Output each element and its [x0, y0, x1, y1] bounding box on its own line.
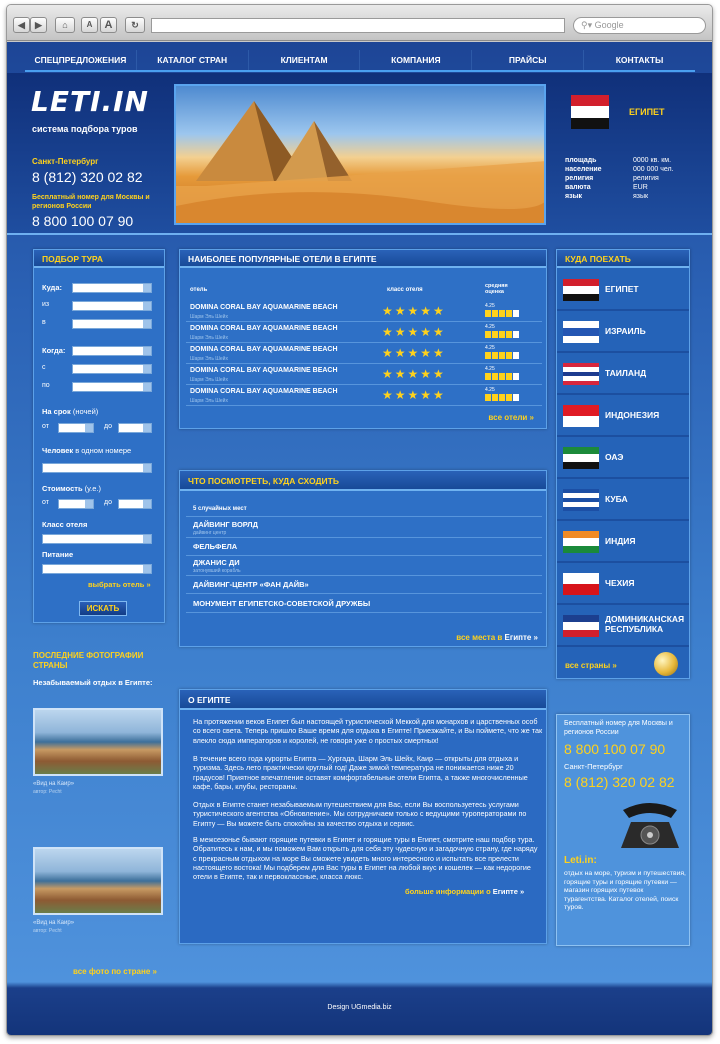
forward-button[interactable]: ▶ — [30, 17, 47, 33]
hotel-rating: 4.25 — [485, 324, 495, 330]
hotel-rating: 4.25 — [485, 303, 495, 309]
hero-image-pyramids — [174, 84, 546, 225]
fact-value: язык — [633, 193, 649, 200]
destination-item[interactable] — [557, 396, 689, 437]
cost-to-select[interactable] — [118, 499, 152, 509]
site-logo[interactable]: LETI.IN — [31, 85, 149, 118]
header-free-phone: 8 800 100 07 90 — [32, 213, 134, 229]
top-nav — [25, 50, 695, 72]
home-button[interactable]: ⌂ — [55, 17, 75, 33]
rating-bar — [485, 394, 519, 401]
nav-item-clients[interactable]: КЛИЕНТАМ — [249, 50, 361, 70]
nav-item-specials[interactable]: СПЕЦПРЕДЛОЖЕНИЯ — [25, 50, 137, 70]
hotel-row[interactable] — [186, 302, 542, 322]
nav-item-catalog[interactable]: КАТАЛОГ СТРАН — [137, 50, 249, 70]
date-from-label: с — [42, 364, 46, 371]
country-fact-row — [565, 166, 695, 175]
flag-icon — [563, 405, 599, 427]
cost-label: Стоимость (у.е.) — [42, 484, 102, 493]
when-label: Когда: — [42, 346, 66, 355]
hotel-city: Шарм Эль Шейх — [190, 356, 228, 362]
term-to-label: до — [104, 423, 112, 430]
meal-select[interactable] — [42, 564, 152, 574]
cost-to-label: до — [104, 499, 112, 506]
destination-item[interactable] — [557, 438, 689, 479]
all-photos-link[interactable]: все фото по стране » — [73, 967, 157, 976]
hotel-stars: ★★★★★ — [382, 346, 446, 360]
header-free-label: Бесплатный номер для Москвы и регионов России — [32, 194, 150, 210]
place-item[interactable] — [186, 537, 542, 556]
hotel-city: Шарм Эль Шейх — [190, 335, 228, 341]
photo-cairo-2[interactable] — [33, 847, 163, 915]
fact-value: 0000 кв. км. — [633, 157, 672, 164]
flag-icon — [563, 447, 599, 469]
country-title: ЕГИПЕТ — [629, 107, 665, 117]
place-item[interactable] — [186, 594, 542, 613]
flag-icon — [563, 573, 599, 595]
hotel-name[interactable]: DOMINA CORAL BAY AQUAMARINE BEACH — [190, 304, 338, 311]
destination-label[interactable]: ИНДОНЕЗИЯ — [605, 410, 660, 420]
nav-item-prices[interactable]: ПРАЙСЫ — [472, 50, 584, 70]
destination-label[interactable]: ДОМИНИКАНСКАЯ РЕСПУБЛИКА — [605, 614, 685, 634]
hotel-name[interactable]: DOMINA CORAL BAY AQUAMARINE BEACH — [190, 388, 338, 395]
flag-icon — [563, 531, 599, 553]
places-subheader: 5 случайных мест — [186, 500, 542, 517]
destination-label[interactable]: ЕГИПЕТ — [605, 284, 639, 294]
search-placeholder: Google — [594, 20, 624, 30]
country-info — [565, 95, 695, 223]
rating-bar — [485, 331, 519, 338]
photo-caption-1: «Вид на Каир» — [33, 781, 75, 787]
to-label: в — [42, 319, 46, 326]
header-phone: 8 (812) 320 02 82 — [32, 169, 143, 185]
fact-label: религия — [565, 175, 594, 182]
place-note: затонувший корабль — [193, 568, 241, 574]
country-fact-row — [565, 184, 695, 193]
when-select[interactable] — [72, 346, 152, 356]
hotel-stars: ★★★★★ — [382, 367, 446, 381]
place-item[interactable] — [186, 557, 542, 576]
hotel-rating: 4.25 — [485, 366, 495, 372]
date-to-label: по — [42, 382, 50, 389]
contact-box — [556, 714, 690, 946]
hotel-class-select[interactable] — [42, 534, 152, 544]
contact-free-label: Бесплатный номер для Москвы и регионов России — [564, 720, 673, 736]
telephone-icon — [617, 800, 683, 852]
destination-item[interactable] — [557, 564, 689, 605]
hotel-rating: 4.25 — [485, 345, 495, 351]
destination-label[interactable]: ИНДИЯ — [605, 536, 636, 546]
place-name[interactable]: ФЕЛЬФЕЛА — [193, 542, 238, 551]
rating-bar — [485, 373, 519, 380]
all-countries-link[interactable]: все страны » — [565, 661, 617, 670]
fact-label: валюта — [565, 184, 591, 191]
place-item[interactable] — [186, 519, 542, 538]
hotel-row[interactable] — [186, 386, 542, 406]
hotel-rating: 4.25 — [485, 387, 495, 393]
destination-label[interactable]: ЧЕХИЯ — [605, 578, 635, 588]
egypt-flag-icon — [571, 95, 609, 129]
flag-icon — [563, 279, 599, 301]
nights-from-select[interactable] — [58, 423, 94, 433]
persons-label: Человек в одном номере — [42, 446, 132, 455]
hotel-stars: ★★★★★ — [382, 304, 446, 318]
hotel-name[interactable]: DOMINA CORAL BAY AQUAMARINE BEACH — [190, 367, 338, 374]
browser-toolbar — [7, 5, 712, 41]
hotel-city: Шарм Эль Шейх — [190, 314, 228, 320]
photo-author-2: автор: Pecht — [33, 928, 62, 934]
fact-value: EUR — [633, 184, 648, 191]
place-name[interactable]: ДЖАНИС ДИ — [193, 558, 240, 567]
persons-select[interactable] — [42, 463, 152, 473]
search-field[interactable] — [573, 17, 706, 34]
country-fact-row — [565, 175, 695, 184]
about-paragraph-3: Отдых в Египте станет незабываемым путешествием для Вас, если Вы воспользуетесь услугами туристического агентства «Обновление». Мы сотрудничаем только с ведущими туроператорами по Египту — Вы можете быть спокойны за качество отдыха и сервис. — [193, 800, 527, 828]
nights-to-select[interactable] — [118, 423, 152, 433]
flag-icon — [563, 363, 599, 385]
contact-brand: Leti.in: — [564, 855, 597, 866]
rating-bar — [485, 352, 519, 359]
search-button[interactable]: ИСКАТЬ — [79, 601, 127, 616]
col-class: класс отеля — [387, 287, 423, 293]
about-title: О ЕГИПТЕ — [180, 690, 546, 710]
hotel-class-label: Класс отеля — [42, 520, 88, 529]
destinations-title: КУДА ПОЕХАТЬ — [557, 250, 689, 268]
address-bar[interactable] — [151, 18, 565, 33]
about-paragraph-2: В течение всего года курорты Египта — Хургада, Шарм Эль Шейх, Каир — открыты для отдыха и туризма. Здесь лето практически круглый год! Даже зимой температура не понижается ниже 20 градусов! Приятное впечатление оставят комфортабельные отели Египта, а также многочисленные кафе, бары, клубы, рестораны. — [193, 754, 528, 791]
fact-value: религия — [633, 175, 659, 182]
place-item[interactable] — [186, 575, 542, 594]
col-hotel: отель — [190, 287, 208, 293]
search-icon: ⚲▾ — [581, 20, 595, 30]
hotel-row[interactable] — [186, 344, 542, 364]
font-smaller-button[interactable]: A — [81, 17, 98, 33]
date-from-input[interactable] — [72, 364, 152, 374]
about-paragraph-1: На протяжении веков Египет был настоящей туристической Меккой для монархов и царственных особ со всего света. Теперь пришло Ваше время для отдыха в Египте! Приезжайте, и Вы поймете, что же так влекло сюда императоров и королей, не говоря уже о простых смертных! — [193, 717, 543, 745]
col-rating: средняя оценка — [485, 283, 508, 295]
place-name[interactable]: ДАЙВИНГ ВОРЛД — [193, 520, 258, 529]
hotel-stars: ★★★★★ — [382, 388, 446, 402]
destination-label[interactable]: ТАИЛАНД — [605, 368, 647, 378]
popular-hotels-panel — [179, 249, 547, 429]
date-to-input[interactable] — [72, 382, 152, 392]
photo-cairo-1[interactable] — [33, 708, 163, 776]
destination-label[interactable]: ОАЭ — [605, 452, 624, 462]
header-city: Санкт-Петербург — [32, 157, 99, 166]
destination-label[interactable]: ИЗРАИЛЬ — [605, 326, 646, 336]
country-fact-row — [565, 157, 695, 166]
places-panel — [179, 470, 547, 647]
destination-label[interactable]: КУБА — [605, 494, 628, 504]
destination-item[interactable] — [557, 354, 689, 395]
reload-button[interactable]: ↻ — [125, 17, 145, 33]
page-header — [7, 73, 712, 235]
flag-icon — [563, 321, 599, 343]
from-label: из — [42, 301, 50, 308]
meal-label: Питание — [42, 550, 74, 559]
fact-label: язык — [565, 193, 583, 200]
site-tagline: система подбора туров — [32, 124, 138, 134]
more-about-link[interactable]: больше информации о Египте » — [405, 887, 525, 896]
pick-hotel-link[interactable]: выбрать отель » — [88, 580, 151, 589]
nav-item-contacts[interactable]: КОНТАКТЫ — [615, 55, 664, 65]
photos-subtitle: Незабываемый отдых в Египте: — [33, 678, 153, 687]
cost-from-label: от — [42, 499, 49, 506]
fact-label: население — [565, 166, 602, 173]
place-note: дайвинг центр — [193, 530, 227, 536]
contact-city: Санкт-Петербург — [564, 762, 623, 771]
fact-value: 000 000 чел. — [633, 166, 674, 173]
term-label: На срок (ночей) — [42, 407, 99, 416]
tour-search-panel — [33, 249, 165, 623]
country-fact-row — [565, 193, 695, 202]
destination-item[interactable] — [557, 606, 689, 647]
fact-label: площадь — [565, 157, 597, 164]
popular-hotels-title: НАИБОЛЕЕ ПОПУЛЯРНЫЕ ОТЕЛИ В ЕГИПТЕ — [180, 250, 546, 268]
to-select[interactable] — [72, 319, 152, 329]
where-label: Куда: — [42, 283, 62, 292]
destinations-panel — [556, 249, 690, 679]
contact-brand-text: отдых на море, туризм и путешествия, горящие туры и горящие путевки — магазин горящих путевок турагентства. Каталог отелей, поиск туров. — [564, 870, 686, 911]
about-paragraph-4: В межсезонье бывают горящие путевки в Египет и горящие туры в Египет, смотрите наш подбор тура. Обратитесь к нам, и мы поможем Вам открыть для себя эту чудесную и загадочную страну, где наряду с прекрасным отдыхом на море Вы сможете увидеть много интересного и испытать все прелести настоящего востока! Мы подберем для Вас туры в Египет на любой вкус и кошелек — как недорогие отели в Египте, так и первоклассные, класса люкс. — [193, 835, 538, 882]
hotel-city: Шарм Эль Шейх — [190, 398, 228, 404]
rating-bar — [485, 310, 519, 317]
places-title: ЧТО ПОСМОТРЕТЬ, КУДА СХОДИТЬ — [180, 471, 546, 491]
destination-item[interactable] — [557, 522, 689, 563]
photos-title: ПОСЛЕДНИЕ ФОТОГРАФИИ СТРАНЫ — [33, 651, 144, 670]
hotel-name[interactable]: DOMINA CORAL BAY AQUAMARINE BEACH — [190, 346, 338, 353]
font-larger-button[interactable]: A — [100, 17, 117, 33]
browser-window — [6, 4, 713, 1036]
globe-icon — [654, 652, 678, 676]
from-select[interactable] — [72, 301, 152, 311]
all-places-link[interactable]: все места в Египте » — [456, 633, 538, 642]
web-page — [7, 42, 712, 1036]
hotel-city: Шарм Эль Шейх — [190, 377, 228, 383]
hotel-name[interactable]: DOMINA CORAL BAY AQUAMARINE BEACH — [190, 325, 338, 332]
hotel-stars: ★★★★★ — [382, 325, 446, 339]
cost-from-select[interactable] — [58, 499, 94, 509]
all-hotels-link[interactable]: все отели » — [488, 413, 534, 422]
photo-caption-2: «Вид на Каир» — [33, 920, 75, 926]
contact-free-phone: 8 800 100 07 90 — [564, 741, 666, 757]
destination-item[interactable] — [557, 480, 689, 521]
contact-phone: 8 (812) 320 02 82 — [564, 774, 675, 790]
back-button[interactable]: ◀ — [13, 17, 30, 33]
flag-icon — [563, 615, 599, 637]
footer-credit[interactable]: Design UGmedia.biz — [327, 1004, 392, 1011]
nav-item-company[interactable]: КОМПАНИЯ — [360, 50, 472, 70]
place-name[interactable]: МОНУМЕНТ ЕГИПЕТСКО-СОВЕТСКОЙ ДРУЖБЫ — [193, 599, 371, 608]
destination-item[interactable] — [557, 312, 689, 353]
flag-icon — [563, 489, 599, 511]
tour-search-title: ПОДБОР ТУРА — [34, 250, 164, 268]
destination-item[interactable] — [557, 270, 689, 311]
hotel-row[interactable] — [186, 365, 542, 385]
place-name[interactable]: ДАЙВИНГ-ЦЕНТР «ФАН ДАЙВ» — [193, 580, 309, 589]
photo-author-1: автор: Pecht — [33, 789, 62, 795]
term-from-label: от — [42, 423, 49, 430]
where-select[interactable] — [72, 283, 152, 293]
hotel-row[interactable] — [186, 323, 542, 343]
